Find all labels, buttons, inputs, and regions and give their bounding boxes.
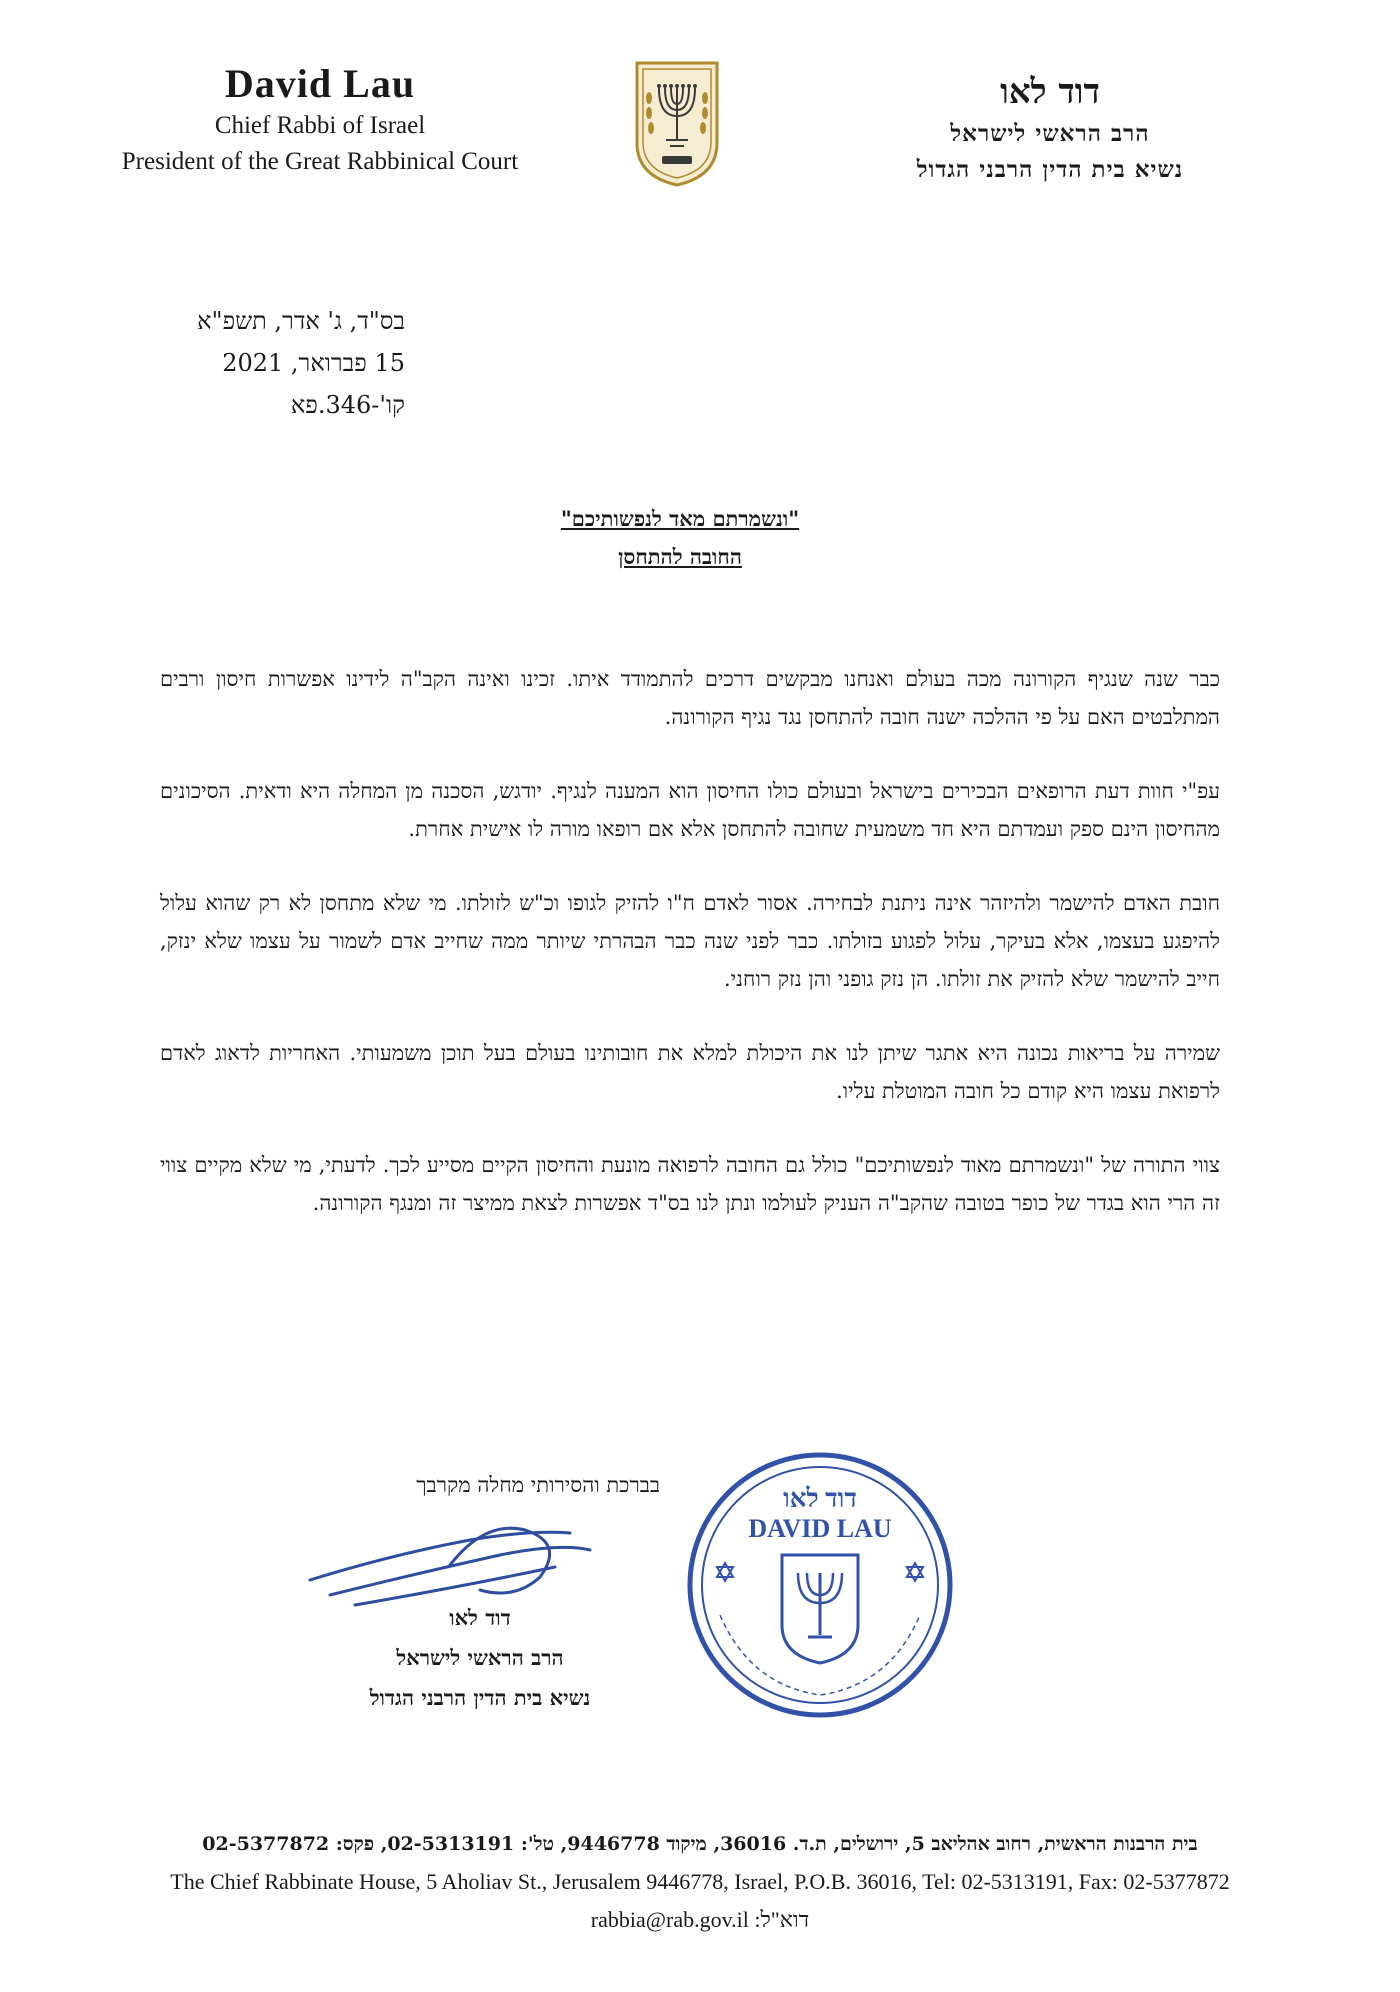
stamp-en-name: DAVID LAU [748, 1514, 892, 1543]
stamp-emblem-icon [782, 1555, 858, 1663]
footer-hebrew-address: בית הרבנות הראשית, רחוב אהליאב 5, ירושלים, ת.ד. 36016, מיקוד 9446778, טל': 02-5313191, פקס: 02-5377872 [202, 1833, 1198, 1855]
signer-subtitle: נשיא בית הדין הרבני הגדול [369, 1685, 591, 1710]
signer-title: הרב הראשי לישראל [396, 1645, 564, 1670]
letterhead-he-name: דוד לאו [1000, 72, 1100, 112]
letterhead-en-subtitle: President of the Great Rabbinical Court [121, 148, 519, 175]
greeting-text: בברכת והסירותי מחלה מקרבך [416, 1473, 660, 1497]
title-quote: "ונשמרתם מאד לנפשותיכם" [560, 506, 800, 531]
reference-number: קו'-346.פא [290, 391, 405, 419]
footer-english-address: The Chief Rabbinate House, 5 Aholiav St., Jerusalem 9446778, Israel, P.O.B. 36016, Tel: 02-5313191, Fax: 02-5377872 [170, 1869, 1230, 1894]
title-subject: החובה להתחסן [618, 544, 742, 569]
hebrew-date: בס"ד, ג' אדר, תשפ"א [197, 307, 405, 335]
letterhead-hebrew [840, 68, 1260, 188]
stamp-he-name: דוד לאו [783, 1484, 857, 1513]
body-paragraph: חובת האדם להישמר ולהיזהר אינה ניתנת לבחירה. אסור לאדם ח"ו להזיק לגופו וכ"ש לזולתו. מי שלא מתחסן לא רק שהוא עלול להיפגע בעצמו, אלא בעיקר, עלול לפגוע בזולתו. כבר לפני שנה כבר הבהרתי שיותר ממה שחייב אדם לשמור על עצמו שלא ינזק, חייב להישמר שלא להזיק את זולתו. הן נזק גופני והן נזק רוחני. [160, 891, 1220, 991]
letter-body [160, 660, 1220, 1258]
email-link[interactable]: rabbia@rab.gov.il [590, 1907, 749, 1932]
letterhead-english [110, 60, 530, 180]
date-block [165, 300, 405, 426]
letter-title [380, 500, 980, 576]
email-label: דוא"ל: [754, 1907, 810, 1932]
signer-name: דוד לאו [449, 1605, 511, 1630]
body-paragraph: עפ"י חוות דעת הרופאים הבכירים בישראל ובעולם כולו החיסון הוא המענה לנגיף. יודגש, הסכנה מן המחלה היא ודאית. הסיכונים מהחיסון הינם ספק ועמדתם היא חד משמעית שחובה להתחסן אלא אם רופאו מורה לו אישית אחרת. [160, 779, 1220, 841]
footer-email-line [60, 1901, 1340, 1939]
body-paragraph: כבר שנה שנגיף הקורונה מכה בעולם ואנחנו מבקשים דרכים להתמודד איתו. זכינו ואינה הקב"ה לידינו אפשרות חיסון ורבים המתלבטים האם על פי ההלכה ישנה חובה להתחסן נגד נגיף הקורונה. [160, 667, 1220, 729]
letterhead-en-name: David Lau [224, 61, 416, 106]
official-stamp [680, 1445, 960, 1725]
body-paragraph: שמירה על בריאות נכונה היא אתגר שיתן לנו את היכולת למלא את חובותינו בעולם בעל תוכן משמעותי. האחריות לדאוג לאדם לרפואת עצמו היא קודם כל חובה המוטלת עליו. [160, 1041, 1220, 1103]
closing-greeting [300, 1470, 660, 1500]
letterhead-he-subtitle: נשיא בית הדין הרבני הגדול [916, 156, 1184, 183]
letter-footer [60, 1825, 1340, 1939]
body-paragraph: צווי התורה של "ונשמרתם מאוד לנפשותיכם" כולל גם החובה לרפואה מונעת והחיסון הקיים מסייע לכך. לדעתי, מי שלא מקיים צווי זה הרי הוא בגדר של כופר בטובה שהקב"ה העניק לעולמו ונתן לנו בס"ד אפשרות לצאת ממיצר זה ומנגף הקורונה. [160, 1153, 1220, 1215]
signature-block [300, 1598, 660, 1718]
letterhead-he-title: הרב הראשי לישראל [950, 120, 1150, 147]
gregorian-date: 15 פברואר, 2021 [222, 349, 405, 377]
letterhead-en-title: Chief Rabbi of Israel [214, 112, 426, 139]
state-emblem-icon [632, 58, 722, 188]
